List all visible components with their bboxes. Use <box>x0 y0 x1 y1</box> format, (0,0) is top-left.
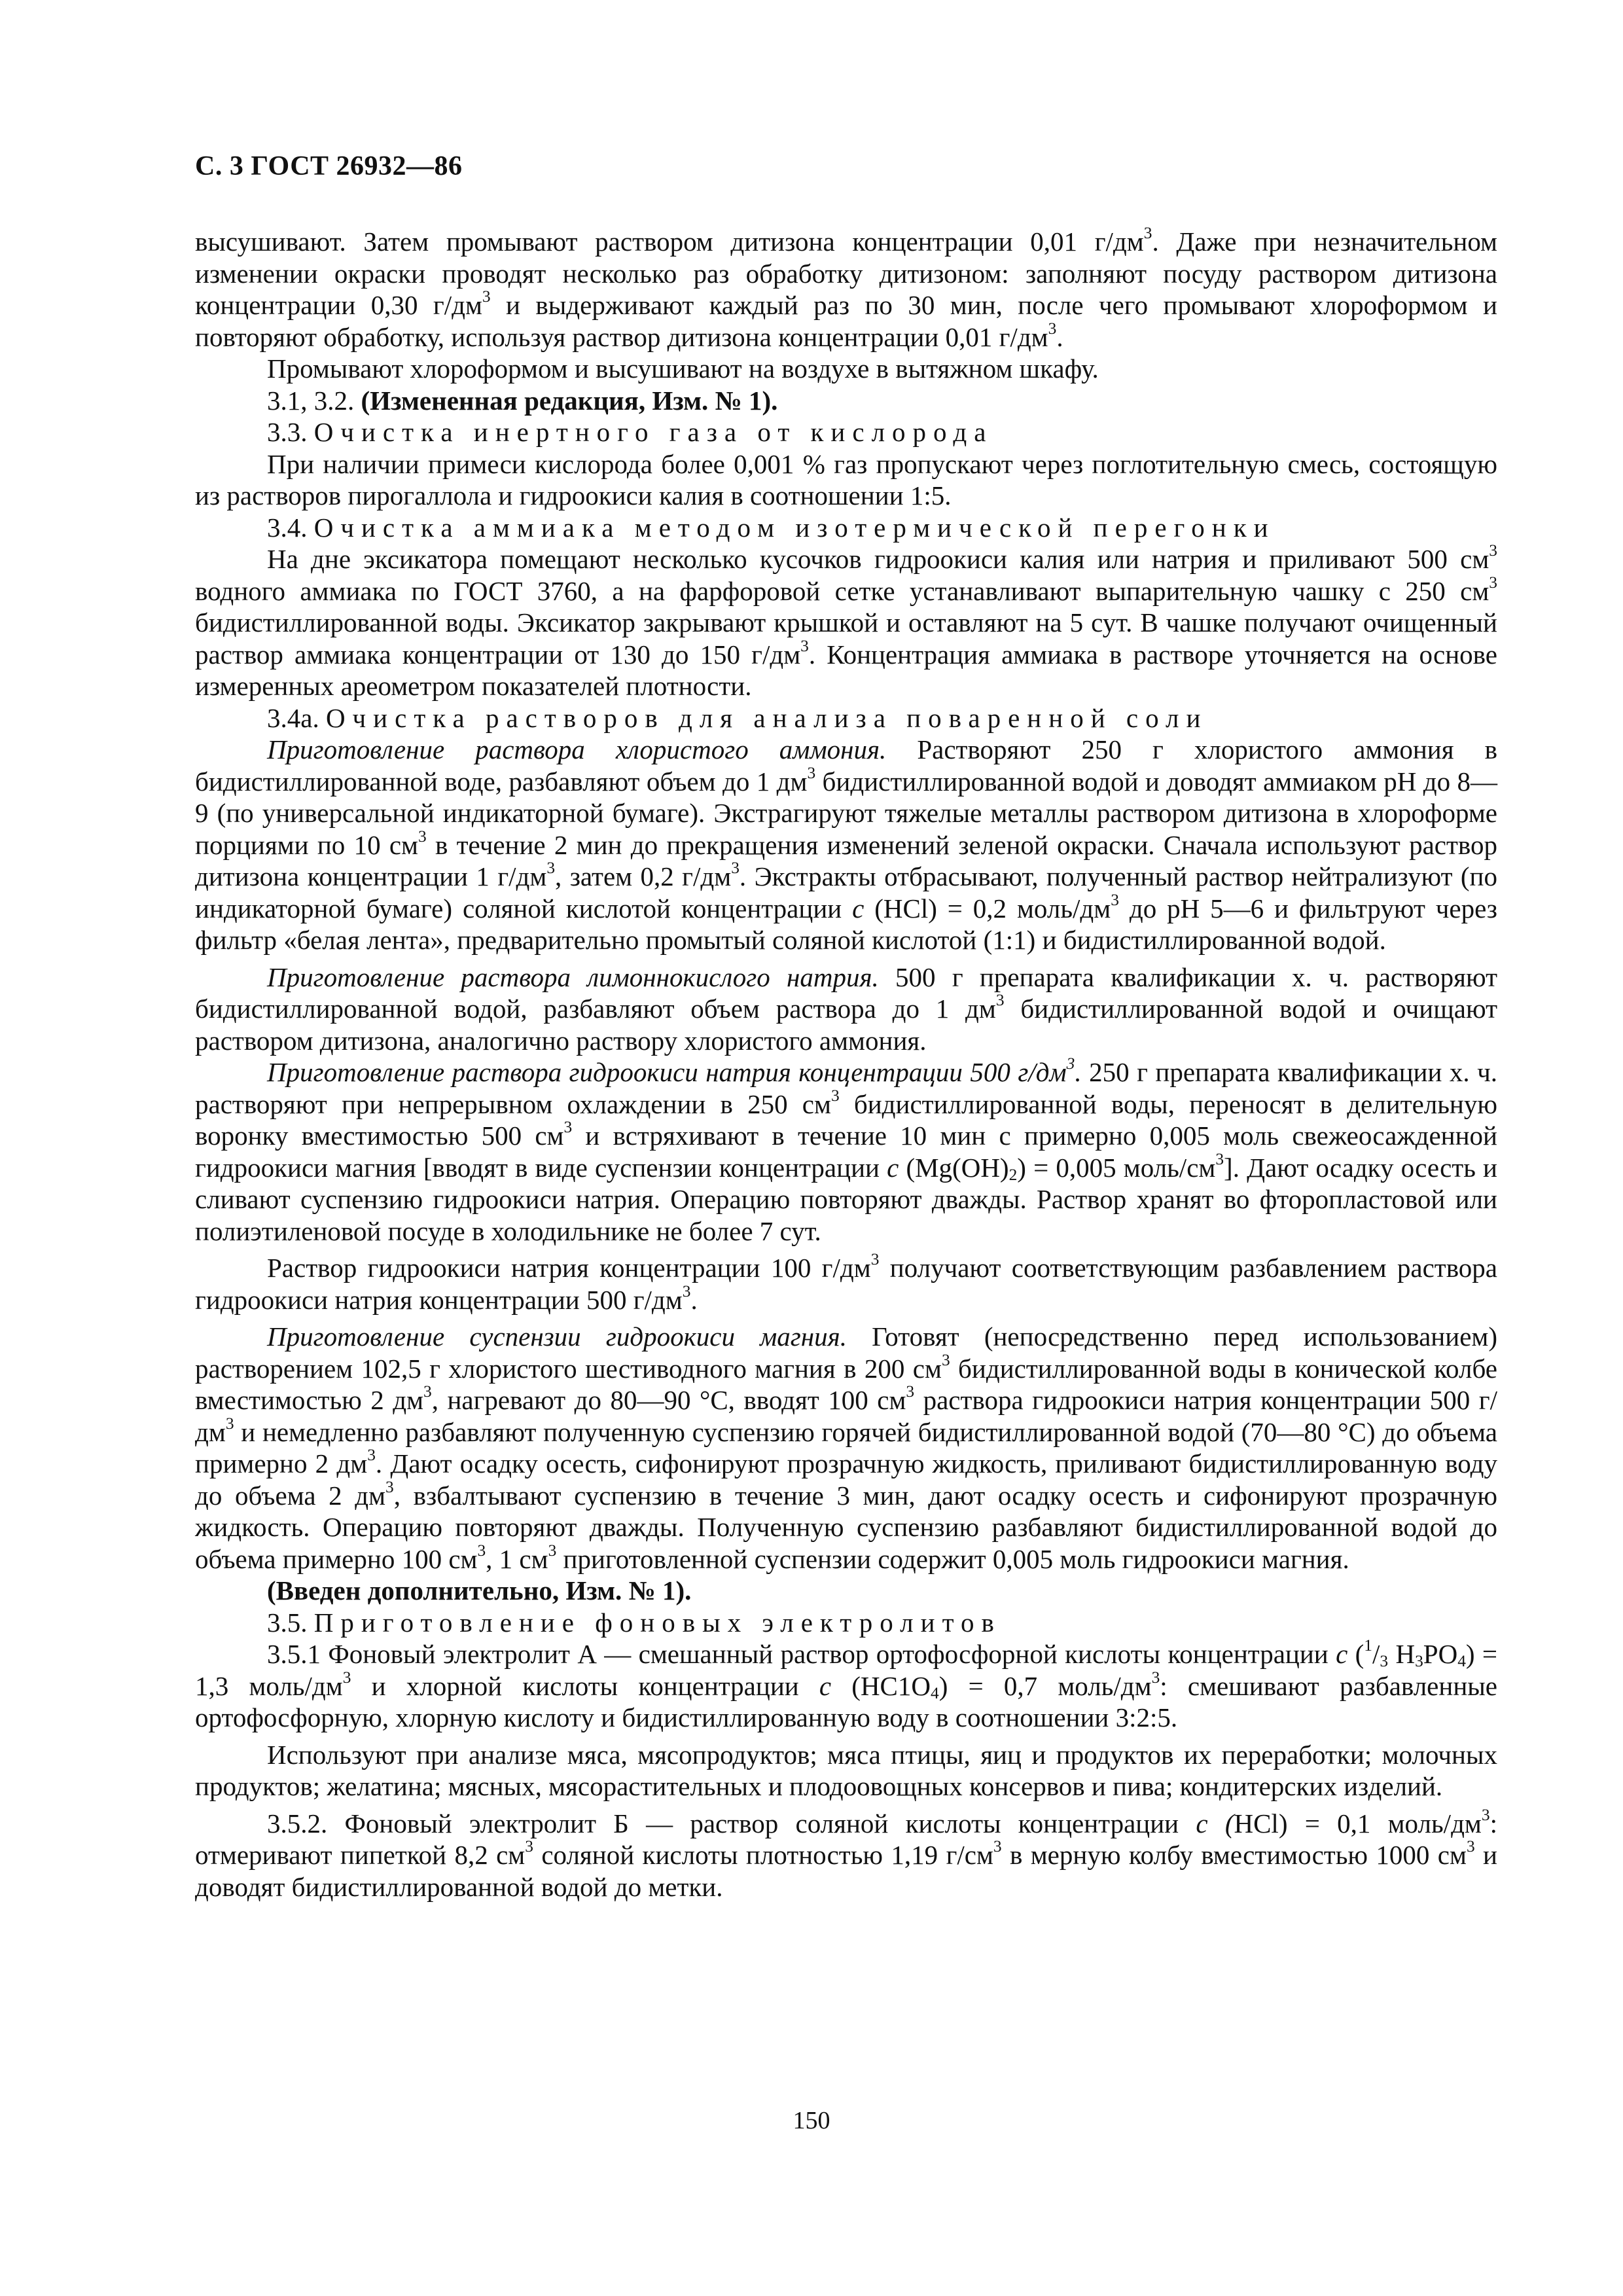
paragraph-ammonium-chloride: Приготовление раствора хлористого аммония. Растворяют 250 г хлористого аммония в бидистиллированной воде, разбавляют объем до 1 $дм^3$ бидистиллированной водой и доводят аммиаком рН до 8—9 (по универсальной индикаторной бумаге). Экстрагируют тяжелые металлы раствором дитизона в хлороформе порциями по 10 $см^3$ в течение 2 мин до прекращения изменений зеленой окраски. Сначала используют раствор дитизона концентрации 1 $г/дм^3$, затем 0,2 $г/дм^3$. Экстракты отбрасывают, полученный раствор нейтрализуют (по индикаторной бумаге) соляной кислотой концентрации с (HCl) = 0,2 моль/$дм^3$ до рН 5—6 и фильтруют через фильтр «белая лента», предварительно промытый соляной кислотой (1:1) и бидистиллированной водой. <box>195 734 1497 955</box>
page-header: С. 3 ГОСТ 26932—86 <box>195 151 463 181</box>
paragraph-sodium-citrate: Приготовление раствора лимоннокислого натрия. 500 г препарата квалификации х. ч. растворяют бидистиллированной водой, разбавляют объем раствора до 1 $дм^3$ бидистиллированной водой и очищают раствором дитизона, аналогично раствору хлористого аммония. <box>195 961 1497 1056</box>
section-heading-3-3: 3.3. Очистка инертного газа от кислорода <box>267 417 993 447</box>
section-heading-3-5: 3.5. Приготовление фоновых электролитов <box>267 1607 1001 1638</box>
section-heading-3-4: 3.4. Очистка аммиака методом изотермической перегонки <box>267 512 1275 543</box>
amendment-note-added: (Введен дополнительно, Изм. № 1). <box>267 1575 692 1605</box>
page-number: 150 <box>793 2107 830 2134</box>
paragraph-3-5-1-usage: Используют при анализе мяса, мясопродуктов; мяса птицы, яиц и продуктов их переработки; молочных продуктов; желатина; мясных, мясорастительных и плодоовощных консервов и пива; кондитерских изделий. <box>195 1739 1497 1801</box>
paragraph-sodium-hydroxide-dilution: Раствор гидроокиси натрия концентрации 100 $г/дм^3$ получают соответствующим разбавлением раствора гидроокиси натрия концентрации 500 $г/дм^3$. <box>195 1249 1497 1315</box>
paragraph-3-3: При наличии примеси кислорода более 0,001 % газ пропускают через поглотительную смесь, состоящую из растворов пирогаллола и гидроокиси калия в соотношении 1:5. <box>195 448 1497 511</box>
section-heading-3-4a: 3.4а. Очистка растворов для анализа поваренной соли <box>267 702 1208 733</box>
paragraph-magnesium-hydroxide: Приготовление суспензии гидроокиси магния. Готовят (непосредственно перед использованием) растворением 102,5 г хлористого шестиводного магния в 200 $см^3$ бидистиллированной воды в конической колбе вместимостью 2 $дм^3$, нагревают до 80—90 °С, вводят 100 $см^3$ раствора гидроокиси натрия концентрации 500 $г/дм^3$ и немедленно разбавляют полученную суспензию горячей бидистиллированной водой (70—80 °С) до объема примерно 2 $дм^3$. Дают осадку осесть, сифонируют прозрачную жидкость, приливают бидистиллированную воду до объема 2 $дм^3$, взбалтывают суспензию в течение 3 мин, дают осадку осесть и сифонируют прозрачную жидкость. Операцию повторяют дважды. Полученную суспензию разбавляют бидистиллированной водой до объема примерно 100 $см^3$, 1 $см^3$ приготовленной суспензии содержит 0,005 моль гидроокиси магния. <box>195 1321 1497 1574</box>
paragraph-chloroform-drying: Промывают хлороформом и высушивают на воздухе в вытяжном шкафу. <box>267 353 1099 384</box>
paragraph-sodium-hydroxide: Приготовление раствора гидроокиси натрия концентрации 500 $г/дм^3$. 250 г препарата квалификации х. ч. растворяют при непрерывном охлаждении в 250 $см^3$ бидистиллированной воды, переносят в делительную воронку вместимостью 500 $см^3$ и встряхивают в течение 10 мин с примерно 0,005 моль свежеосажденной гидроокиси магния [вводят в виде суспензии концентрации с $(Mg(OH)_2) = 0,005$ моль/$см^3$]. Дают осадку осесть и сливают суспензию гидроокиси натрия. Операцию повторяют дважды. Раствор хранят во фторопластовой или полиэтиленовой посуде в холодильнике не более 7 сут. <box>195 1054 1498 1246</box>
paragraph-3-5-2: 3.5.2. Фоновый электролит Б — раствор соляной кислоты концентрации с (HCl) = 0,1 моль/$дм^3$: отмеривают пипеткой 8,2 $см^3$ соляной кислоты плотностью 1,19 $г/см^3$ в мерную колбу вместимостью 1000 $см^3$ и доводят бидистиллированной водой до метки. <box>195 1805 1497 1902</box>
document-body <box>195 223 1498 1903</box>
paragraph-3-5-1: 3.5.1 Фоновый электролит А — смешанный раствор ортофосфорной кислоты концентрации с ($^1/_3$ $H_3PO_4) = 1,3$ моль/$дм^3$ и хлорной кислоты концентрации с $(HC1O_4) = 0,7$ моль/$дм^3$: смешивают разбавленные ортофосфорную, хлорную кислоту и бидистиллированную воду в соотношении 3:2:5. <box>195 1636 1498 1732</box>
paragraph-3-4: На дне эксикатора помещают несколько кусочков гидроокиси калия или натрия и приливают 500 $см^3$ водного аммиака по ГОСТ 3760, а на фарфоровой сетке устанавливают выпарительную чашку с 250 $см^3$ бидистиллированной воды. Эксикатор закрывают крышкой и оставляют на 5 сут. В чашке получают очищенный раствор аммиака концентрации от 130 до 150 $г/дм^3$. Концентрация аммиака в растворе уточняется на основе измеренных ареометром показателей плотности. <box>195 541 1497 701</box>
paragraph-ditizone-washing: высушивают. Затем промывают раствором дитизона концентрации 0,01 $г/дм^3$. Даже при незначительном изменении окраски проводят несколько раз обработку дитизоном: заполняют посуду раствором дитизона концентрации 0,30 $г/дм^3$ и выдерживают каждый раз по 30 мин, после чего промывают хлороформом и повторяют обработку, используя раствор дитизона концентрации 0,01 $г/дм^3$. <box>195 223 1497 352</box>
amendment-note-3-1-3-2: 3.1, 3.2. (Измененная редакция, Изм. № 1). <box>267 385 778 416</box>
